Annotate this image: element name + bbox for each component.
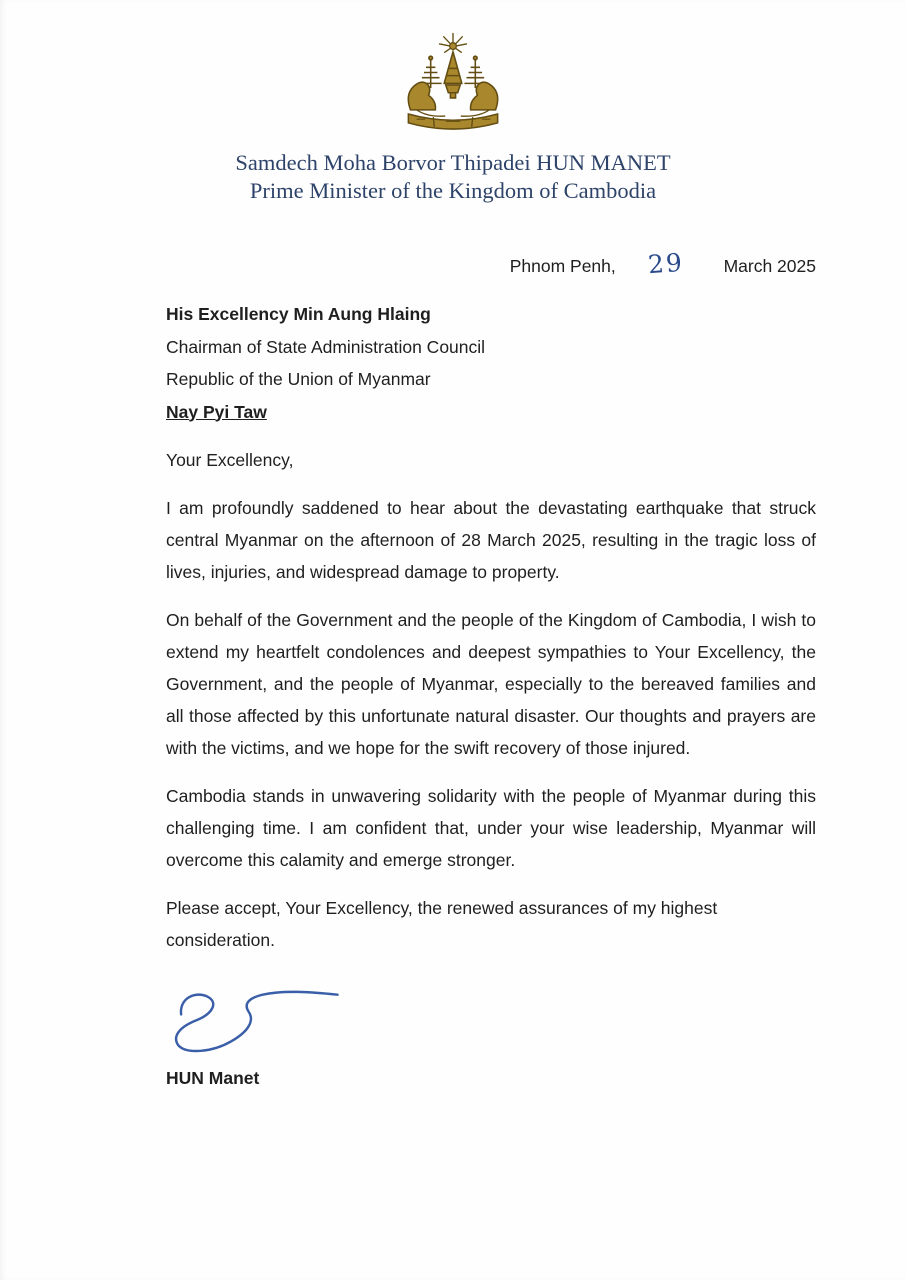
crest-container: [0, 31, 906, 141]
dateline-month-year: March 2025: [723, 256, 816, 276]
paragraph-2: On behalf of the Government and the people of the Kingdom of Cambodia, I wish to extend my heartfelt condolences and deepest sympathies to Your Excellency, the Government, and the people of Myanmar, especially to the bereaved families and all those affected by this unfortunate natural disaster. Our thoughts and prayers are with the victims, and we hope for the swift recovery of those injured.: [166, 610, 816, 758]
letterhead-title-line2: Prime Minister of the Kingdom of Cambodia: [249, 178, 657, 203]
paragraph-1: I am profoundly saddened to hear about the devastating earthquake that struck central Myanmar on the afternoon of 28 March 2025, resulting in the tragic loss of lives, injuries, and widespread damage to property.: [166, 498, 816, 582]
recipient-name: His Excellency Min Aung Hlaing: [166, 304, 431, 324]
recipient-city: Nay Pyi Taw: [166, 401, 267, 422]
signature-container: [168, 982, 816, 1058]
recipient-block: [166, 298, 816, 428]
handwritten-day: 29: [646, 247, 685, 280]
salutation: Your Excellency,: [166, 450, 294, 470]
paragraph-3: Cambodia stands in unwavering solidarity with the people of Myanmar during this challenging time. I am confident that, under your wise leadership, Myanmar will overcome this calamity and emerge stronger.: [166, 786, 816, 870]
letter-body: [166, 444, 816, 956]
closing-line: Please accept, Your Excellency, the renewed assurances of my highest consideration.: [166, 898, 718, 950]
signer-name: HUN Manet: [166, 1068, 260, 1088]
hun-manet-signature-icon: [168, 982, 346, 1058]
recipient-title: Chairman of State Administration Council: [166, 336, 486, 357]
recipient-country: Republic of the Union of Myanmar: [166, 369, 431, 389]
dateline-place: Phnom Penh,: [509, 256, 616, 276]
royal-arms-of-cambodia-icon: [395, 31, 511, 141]
letterhead: [0, 149, 906, 205]
dateline: [166, 249, 816, 278]
letterhead-title-line1: Samdech Moha Borvor Thipadei HUN MANET: [235, 150, 671, 175]
